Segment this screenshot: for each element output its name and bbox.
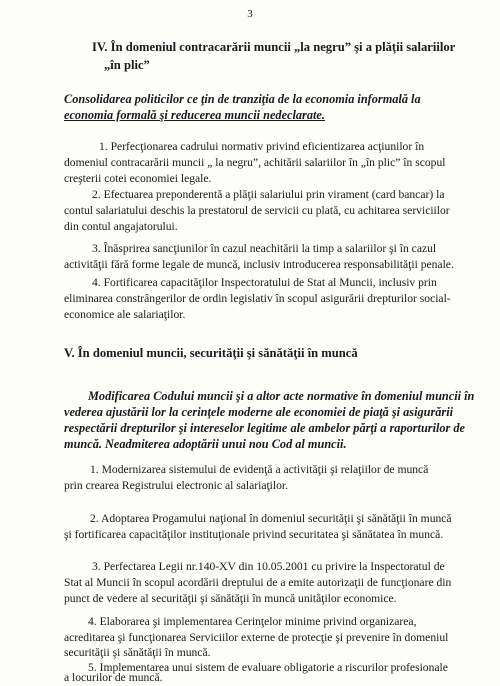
s4-item-2-line-3: din contul angajatorului. [64,220,178,233]
section-5-objective-line-3: respectării drepturilor şi intereselor legitime ale ambelor părţi a raporturilor de [64,421,466,435]
section-5-objective-line-1: Modificarea Codului muncii şi a altor acte normative în domeniul muncii în [88,389,475,403]
s5-item-4-line-1: 4. Elaborarea şi implementarea Cerinţelor minime privind organizarea, [88,615,417,628]
s4-item-2-line-2: contul salariatului deschis la prestatorul de servicii cu plată, cu achitarea serviciilor [64,204,450,217]
s5-item-5-line-2: a locurilor de muncă. [64,671,163,684]
section-5-heading: V. În domeniul muncii, securităţii şi sănătăţii în muncă [64,346,358,360]
s5-item-1-line-1: 1. Modernizarea sistemului de evidenţă a activităţii şi relaţiilor de muncă [90,463,429,476]
s5-item-3-line-3: punct de vedere al securităţii şi sănătăţii în muncă unităţilor economice. [64,592,397,605]
section-4-heading-line-2: „în plic” [104,58,150,72]
s4-item-2-line-1: 2. Efectuarea preponderentă a plăţii salariului prin virament (card bancar) la [92,188,445,201]
s4-item-1-line-2: domeniul contracarării muncii „ la negru”, achitării salariilor în „în plic” în scopul [64,156,446,169]
section-4-heading-line-1: IV. În domeniul contracarării muncii „la negru” şi a plăţii salariilor [92,40,456,54]
s5-item-1-line-2: prin crearea Registrului electronic al salariaţilor. [64,479,289,492]
section-4-objective-line-2: economia formală şi reducerea muncii nedeclarate. [64,108,325,122]
s4-item-4-line-3: economice ale salariaţilor. [64,308,186,321]
s5-item-3-line-1: 3. Perfectarea Legii nr.140-XV din 10.05.2001 cu privire la Inspectoratul de [92,560,445,573]
s5-item-2-line-2: şi fortificarea capacităţilor instituţionale privind securitatea şi sănătatea în muncă. [64,528,444,541]
section-4-objective-line-1: Consolidarea politicilor ce ţin de tranziţia de la economia informală la [64,92,421,106]
s5-item-5-line-1: 5. Implementarea unui sistem de evaluare obligatorie a riscurilor profesionale [88,661,448,674]
s4-item-3-line-1: 3. Înăsprirea sancţiunilor în cazul neachitării la timp a salariilor şi în cazul [92,242,437,255]
s4-item-4-line-1: 4. Fortificarea capacităţilor Inspectoratului de Stat al Muncii, inclusiv prin [92,276,437,289]
s5-item-4-line-3: securităţii şi sănătăţii în muncă. [64,646,211,659]
s5-item-2-line-1: 2. Adoptarea Progamului naţional în domeniul securităţii şi sănătăţii în muncă [90,512,452,525]
s4-item-1-line-1: 1. Perfecţionarea cadrului normativ privind eficientizarea acţiunilor în [99,140,425,153]
section-5-objective-line-2: vederea ajustării lor la cerinţele moderne ale economiei de piaţă şi asigurării [64,405,454,419]
s5-item-3-line-2: Stat al Muncii în scopul acordării dreptului de a emite autorizaţii de funcţionare din [64,576,452,589]
s4-item-4-line-2: eliminarea constrângerilor de ordin legislativ în scopul asigurării drepturilor social- [64,292,451,305]
s4-item-3-line-2: activităţii fără forme legale de muncă, inclusiv introducerea responsabilităţii penale. [64,258,454,271]
s4-item-1-line-3: creşterii cotei economiei legale. [64,172,212,185]
page-number: 3 [247,8,253,20]
section-5-objective-line-4: muncă. Neadmiterea adoptării unui nou Cod al muncii. [64,437,347,451]
s5-item-4-line-2: acreditarea şi funcţionarea Serviciilor externe de protecţie şi prevenire în domeniul [64,631,449,644]
